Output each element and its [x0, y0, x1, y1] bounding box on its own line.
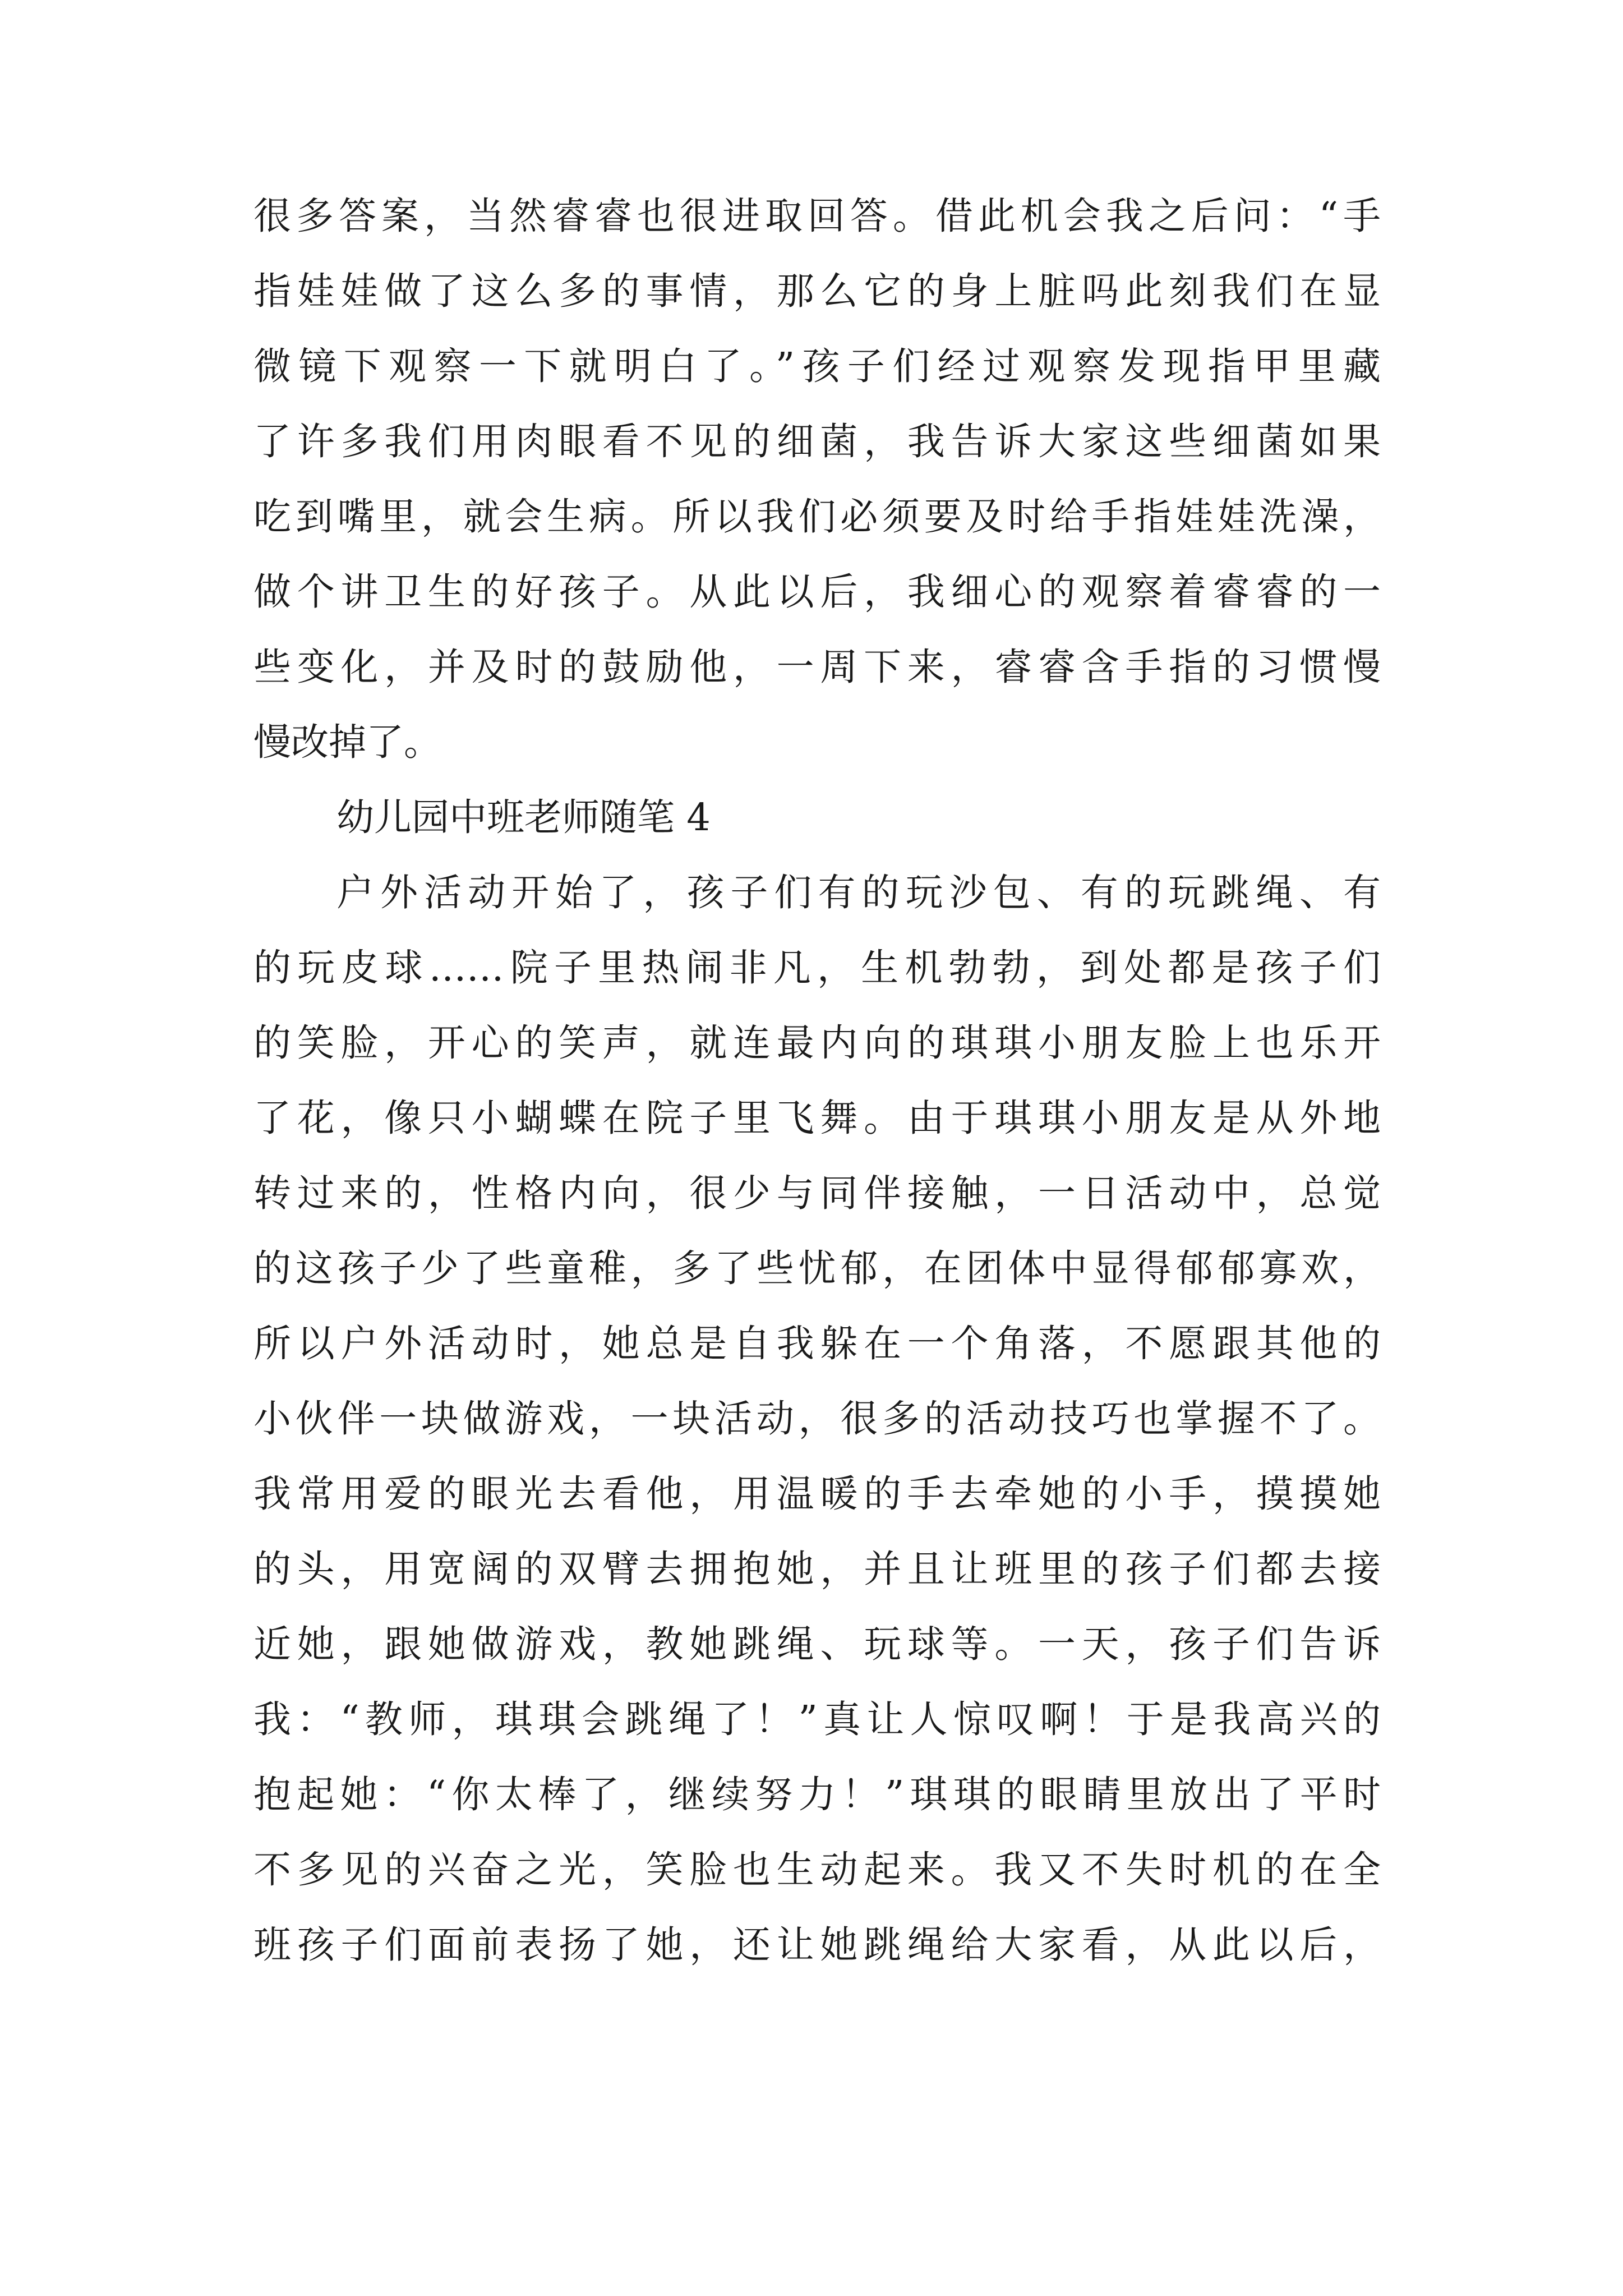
text-line: 的笑脸，开心的笑声，就连最内向的琪琪小朋友脸上也乐开: [253, 1021, 1381, 1065]
text-line: 做个讲卫生的好孩子。从此以后，我细心的观察着睿睿的一: [253, 570, 1381, 614]
text-line: 班孩子们面前表扬了她，还让她跳绳给大家看，从此以后，: [253, 1923, 1381, 1967]
text-line: 了许多我们用肉眼看不见的细菌，我告诉大家这些细菌如果: [253, 420, 1381, 463]
section-heading: 幼儿园中班老师随笔 4: [336, 795, 711, 839]
text-line: 慢改掉了。: [253, 720, 441, 764]
text-line: 近她，跟她做游戏，教她跳绳、玩球等。一天，孩子们告诉: [253, 1622, 1381, 1666]
text-line: 小伙伴一块做游戏，一块活动，很多的活动技巧也掌握不了。: [253, 1397, 1381, 1441]
text-line: 不多见的兴奋之光，笑脸也生动起来。我又不失时机的在全: [253, 1848, 1381, 1892]
text-line: 了花，像只小蝴蝶在院子里飞舞。由于琪琪小朋友是从外地: [253, 1096, 1381, 1140]
text-line: 微镜下观察一下就明白了。”孩子们经过观察发现指甲里藏: [253, 344, 1381, 388]
text-line: 我常用爱的眼光去看他，用温暖的手去牵她的小手，摸摸她: [253, 1472, 1381, 1516]
text-line: 的玩皮球……院子里热闹非凡，生机勃勃，到处都是孩子们: [253, 946, 1381, 990]
text-line: 转过来的，性格内向，很少与同伴接触，一日活动中，总觉: [253, 1171, 1381, 1215]
document-body: [253, 178, 1381, 1982]
text-line: 抱起她：“你太棒了，继续努力！”琪琪的眼睛里放出了平时: [253, 1773, 1381, 1816]
text-line: 我：“教师，琪琪会跳绳了！”真让人惊叹啊！于是我高兴的: [253, 1697, 1381, 1741]
text-line: 的头，用宽阔的双臂去拥抱她，并且让班里的孩子们都去接: [253, 1547, 1381, 1591]
text-line: 些变化，并及时的鼓励他，一周下来，睿睿含手指的习惯慢: [253, 645, 1381, 689]
text-line: 所以户外活动时，她总是自我躲在一个角落，不愿跟其他的: [253, 1322, 1381, 1365]
paragraph-1: [253, 178, 1381, 780]
text-line: 指娃娃做了这么多的事情，那么它的身上脏吗此刻我们在显: [253, 269, 1381, 313]
text-line: 户外活动开始了，孩子们有的玩沙包、有的玩跳绳、有: [336, 871, 1381, 914]
text-line: 吃到嘴里，就会生病。所以我们必须要及时给手指娃娃洗澡，: [253, 495, 1381, 539]
text-line: 很多答案，当然睿睿也很进取回答。借此机会我之后问：“手: [253, 194, 1381, 238]
paragraph-2: [253, 855, 1381, 1982]
text-line: 的这孩子少了些童稚，多了些忧郁，在团体中显得郁郁寡欢，: [253, 1246, 1381, 1290]
